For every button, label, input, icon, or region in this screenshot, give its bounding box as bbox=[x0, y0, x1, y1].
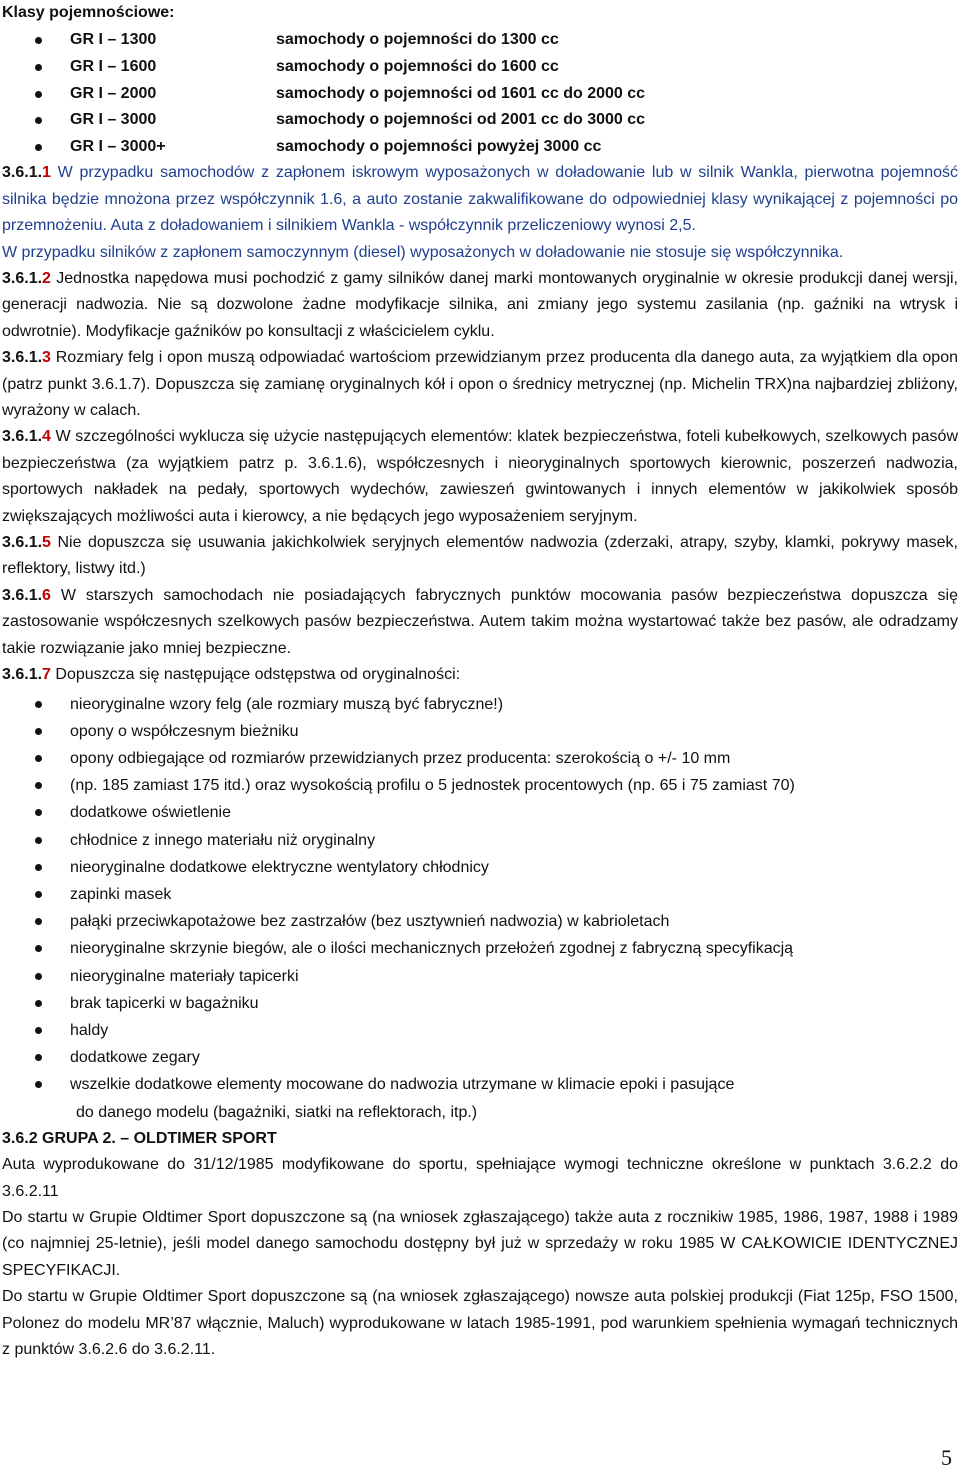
capacity-classes-list bbox=[2, 27, 958, 160]
list-item-continuation: do danego modelu (bagażniki, siatki na reflektorach, itp.) bbox=[76, 1103, 478, 1121]
section-3-6-1-7: 3.6.1.7 Dopuszcza się następujące odstępstwa od oryginalności: bbox=[2, 666, 461, 684]
list-item: haldy bbox=[2, 1017, 958, 1044]
list-item: opony o współczesnym bieżniku bbox=[2, 718, 958, 745]
capacity-classes-heading: Klasy pojemnościowe: bbox=[2, 4, 175, 21]
list-item: zapinki masek bbox=[2, 881, 958, 908]
document-page bbox=[2, 0, 958, 1363]
list-item: dodatkowe oświetlenie bbox=[2, 799, 958, 826]
list-item: (np. 185 zamiast 175 itd.) oraz wysokością profilu o 5 jednostek procentowych (np. 65 i 75 zamiast 70) bbox=[2, 772, 958, 799]
section-3-6-1-1-diesel: W przypadku silników z zapłonem samoczynnym (diesel) wyposażonych w doładowanie nie stosuje się współczynnika. bbox=[2, 243, 844, 261]
list-item: GR I – 3000+ samochody o pojemności powyżej 3000 cc bbox=[2, 134, 958, 161]
list-item: GR I – 3000 samochody o pojemności od 2001 cc do 3000 cc bbox=[2, 107, 958, 134]
list-item: GR I – 2000 samochody o pojemności od 1601 cc do 2000 cc bbox=[2, 81, 958, 108]
section-3-6-1-1: 3.6.1.1 W przypadku samochodów z zapłonem iskrowym wyposażonych w doładowanie lub w silnik Wankla, pierwotna pojemność silnika będzie mnożona przez współczynnik 1.6, a auto zostanie zakwalifikowane do odpowiedniej klasy wynikającej z pojemności po przemnożeniu. Auta z doładowaniem i silnikiem Wankla - współczynnik przeliczeniowy wynosi 2,5. bbox=[2, 164, 958, 235]
list-item: GR I – 1300 samochody o pojemności do 1300 cc bbox=[2, 27, 958, 54]
section-3-6-1-6: 3.6.1.6 W starszych samochodach nie posiadających fabrycznych punktów mocowania pasów bezpieczeństwa dopuszcza się zastosowanie współczesnych szelkowych pasów bezpieczeństwa. Autem takim można wystartować także bez pasów, ale odradzamy takie rozwiązanie jako mniej bezpieczne. bbox=[2, 586, 958, 657]
list-item: wszelkie dodatkowe elementy mocowane do nadwozia utrzymane w klimacie epoki i pasujące bbox=[2, 1071, 958, 1098]
section-3-6-1-3: 3.6.1.3 Rozmiary felg i opon muszą odpowiadać wartościom przewidzianym przez producenta dla danego auta, za wyjątkiem dla opon (patrz punkt 3.6.1.7). Dopuszcza się zamianę oryginalnych kół i opon o średnicy metrycznej (np. Michelin TRX)na najbardziej zbliżony, wyrażony w calach. bbox=[2, 349, 958, 420]
list-item: pałąki przeciwkapotażowe bez zastrzałów (bez usztywnień nadwozia) w kabrioletach bbox=[2, 908, 958, 935]
list-item: dodatkowe zegary bbox=[2, 1044, 958, 1071]
page-number: 5 bbox=[941, 1445, 952, 1470]
list-item: GR I – 1600 samochody o pojemności do 1600 cc bbox=[2, 54, 958, 81]
list-item: nieoryginalne materiały tapicerki bbox=[2, 963, 958, 990]
section-3-6-1-5: 3.6.1.5 Nie dopuszcza się usuwania jakichkolwiek seryjnych elementów nadwozia (zderzaki, atrapy, szyby, klamki, pokrywy masek, reflektory, listwy itd.) bbox=[2, 534, 958, 578]
section-3-6-1-4: 3.6.1.4 W szczególności wyklucza się użycie następujących elementów: klatek bezpieczeństwa, foteli kubełkowych, szelkowych pasów bezpieczeństwa (za wyjątkiem patrz p. 3.6.1.6), współczesnych i nieoryginalnych sportowych kierownic, poszerzeń nadwozia, sportowych nakładek na pedały, sportowych wydechów, zawieszeń gwintowanych i innych elementów w jakikolwiek sposób zwiększających możliwości auta i kierowcy, a nie będących jego wyposażeniem seryjnym. bbox=[2, 428, 958, 525]
list-item: chłodnice z innego materiału niż oryginalny bbox=[2, 827, 958, 854]
section-3-6-1-2: 3.6.1.2 Jednostka napędowa musi pochodzić z gamy silników danej marki montowanych oryginalnie w okresie produkcji danej wersji, generacji nadwozia. Nie są dozwolone żadne modyfikacje silnika, ani zmiany jego systemu zasilania (np. gaźniki na wtrysk i odwrotnie). Modyfikacje gaźników po konsultacji z właścicielem cyklu. bbox=[2, 270, 958, 340]
list-item: nieoryginalne skrzynie biegów, ale o ilości mechanicznych przełożeń zgodnej z fabryczną specyfikacją bbox=[2, 935, 958, 962]
section-3-6-2-heading: 3.6.2 GRUPA 2. – OLDTIMER SPORT bbox=[2, 1129, 277, 1147]
list-item: brak tapicerki w bagażniku bbox=[2, 990, 958, 1017]
section-3-6-2-paragraph-2: Do startu w Grupie Oldtimer Sport dopuszczone są (na wniosek zgłaszającego) także auta z rocznikiw 1985, 1986, 1987, 1988 i 1989 (co najmniej 25-letnie), jeśli model danego samochodu dostępny był już w sprzedaży w roku 1985 W CAŁKOWICIE IDENTYCZNEJ SPECYFIKACJI. bbox=[2, 1208, 958, 1279]
section-3-6-2-paragraph-1: Auta wyprodukowane do 31/12/1985 modyfikowane do sportu, spełniające wymogi techniczne określone w punktach 3.6.2.2 do 3.6.2.11 bbox=[2, 1156, 958, 1200]
list-item: nieoryginalne dodatkowe elektryczne wentylatory chłodnicy bbox=[2, 854, 958, 881]
allowed-deviations-list bbox=[2, 691, 958, 1126]
list-item: opony odbiegające od rozmiarów przewidzianych przez producenta: szerokością o +/- 10 mm bbox=[2, 745, 958, 772]
section-3-6-2-paragraph-3: Do startu w Grupie Oldtimer Sport dopuszczone są (na wniosek zgłaszającego) nowsze auta polskiej produkcji (Fiat 125p, FSO 1500, Polonez do modelu MR’87 włącznie, Maluch) wyprodukowane w latach 1985-1991, pod warunkiem spełnienia wymagań technicznych z punktów 3.6.2.6 do 3.6.2.11. bbox=[2, 1288, 958, 1358]
list-item: nieoryginalne wzory felg (ale rozmiary muszą być fabryczne!) bbox=[2, 691, 958, 718]
